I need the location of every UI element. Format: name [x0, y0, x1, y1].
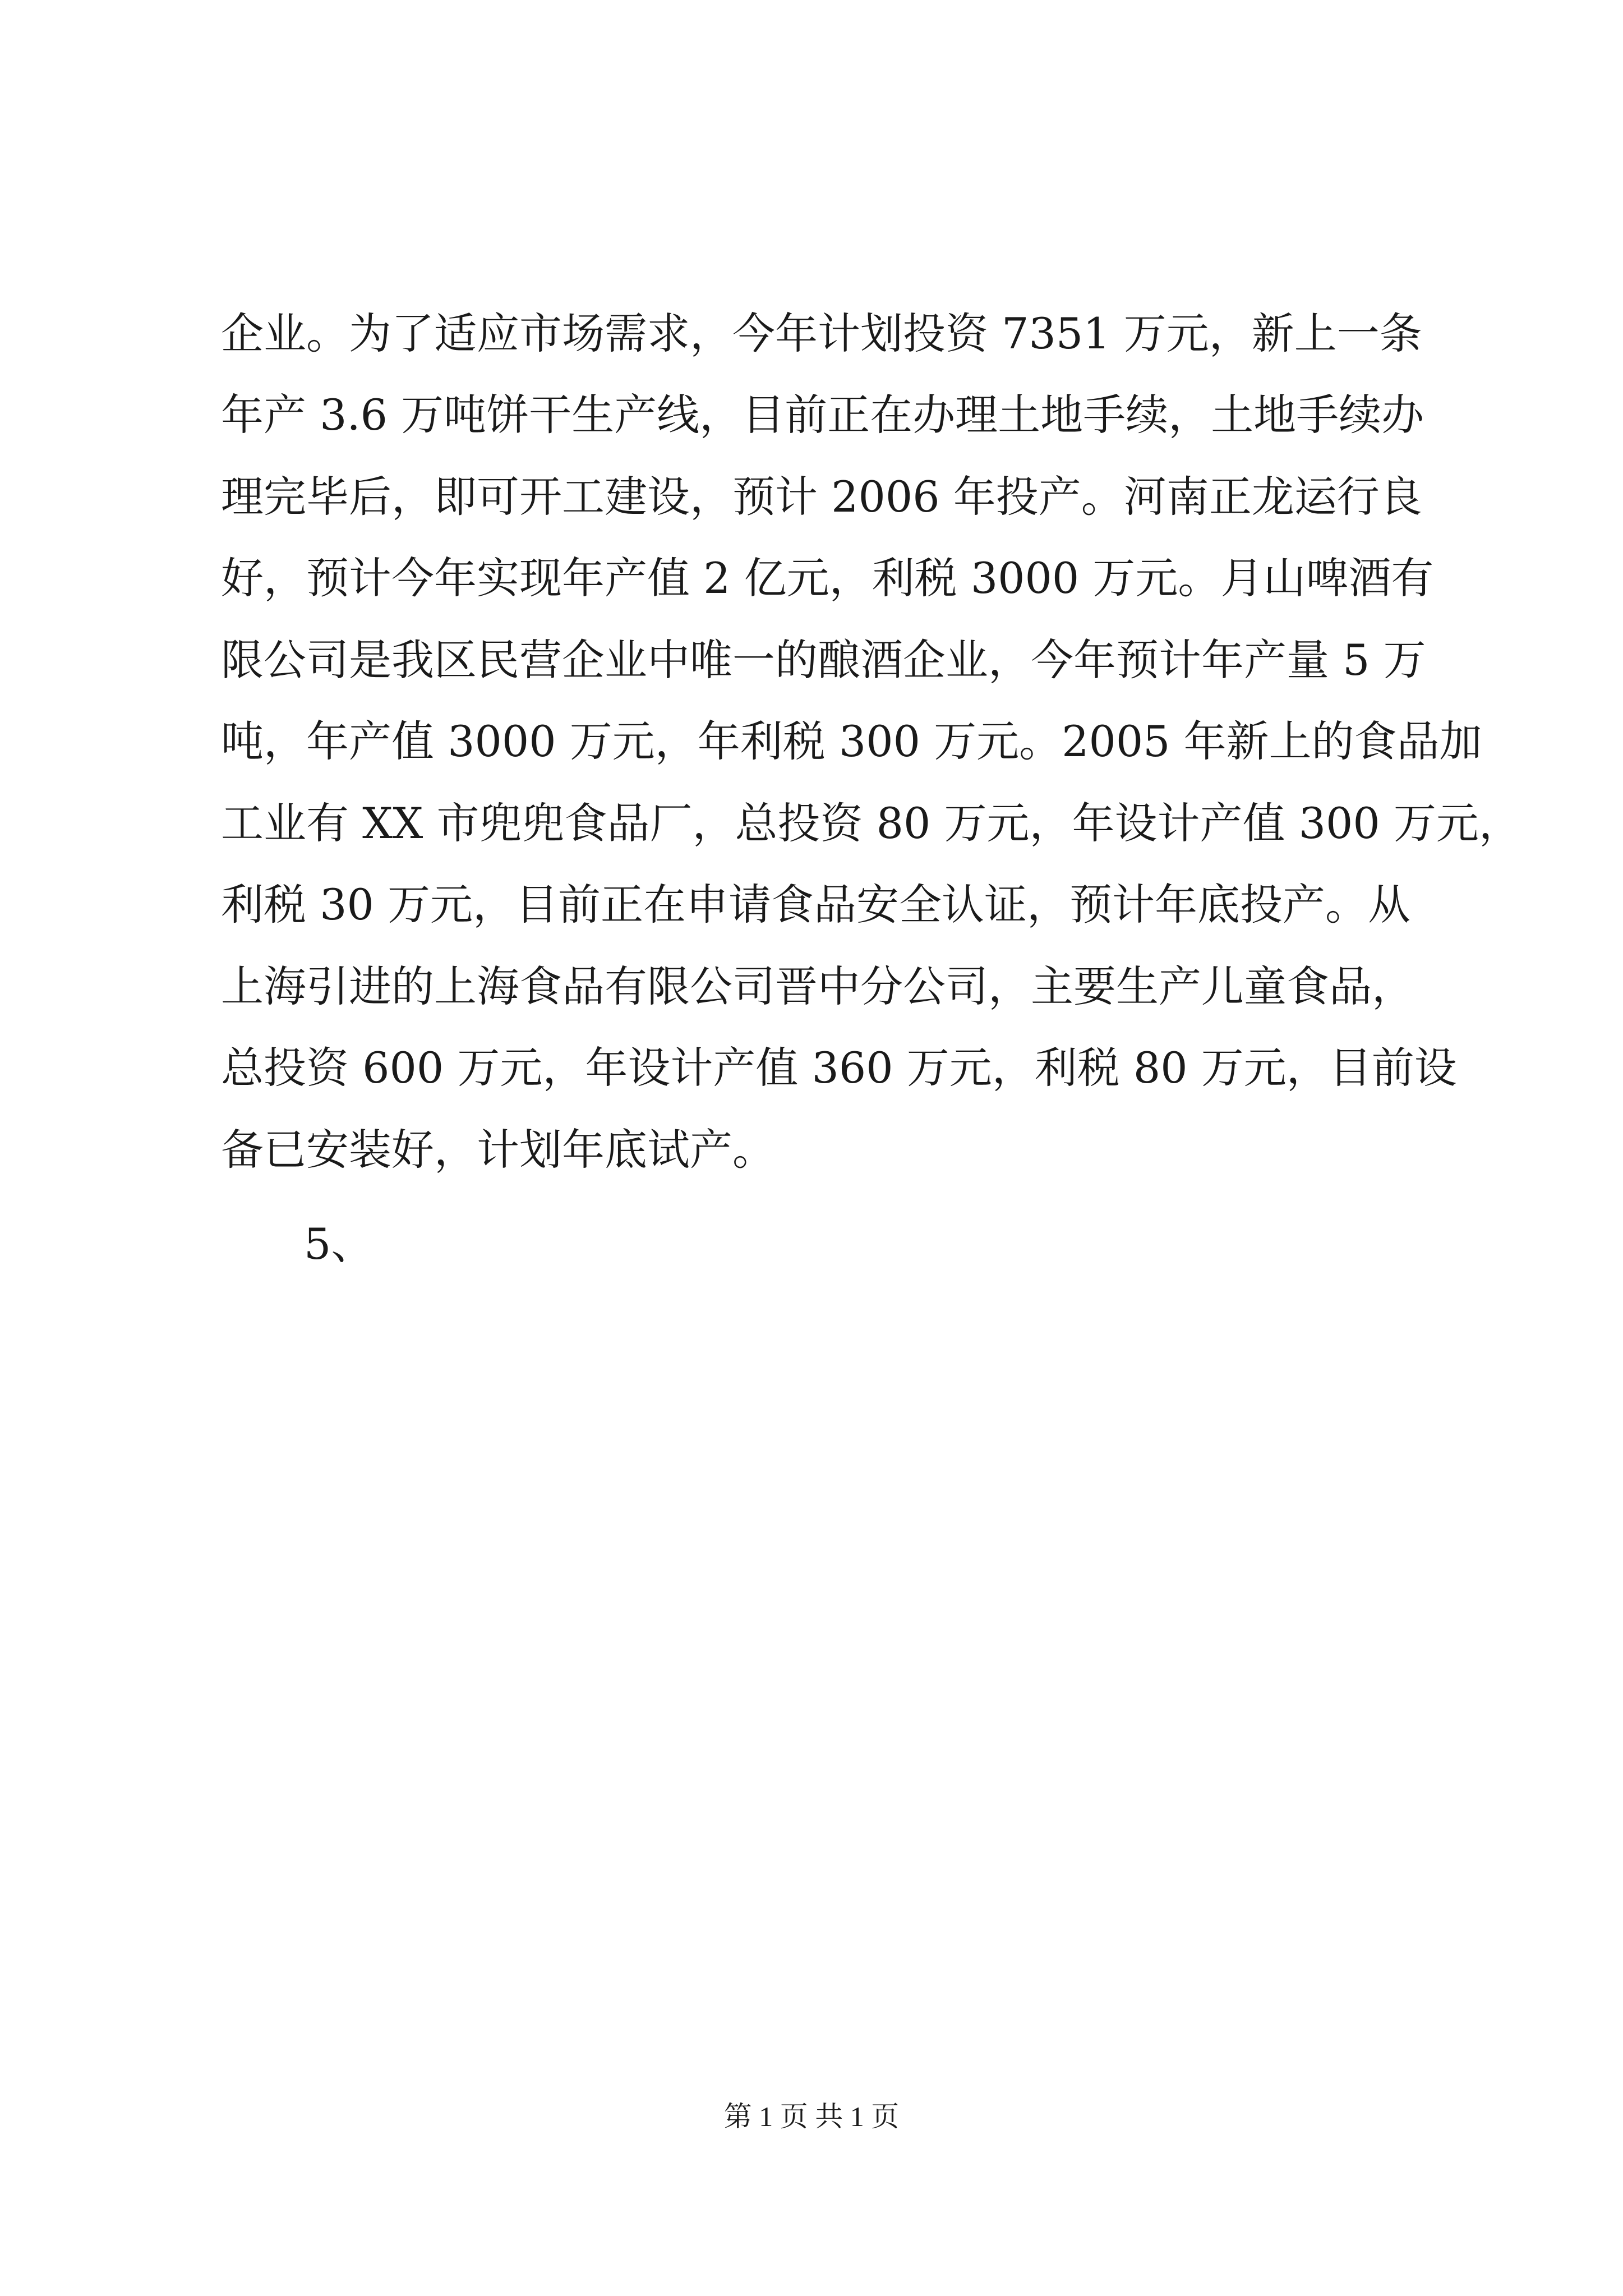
body-text-line: 工业有 XX 市兜兜食品厂，总投资 80 万元，年设计产值 300 万元，	[221, 798, 1521, 848]
body-text-line: 利税 30 万元，目前正在申请食品安全认证，预计年底投产。从	[221, 880, 1411, 930]
body-text-line: 备已安装好，计划年底试产。	[221, 1125, 775, 1175]
body-text-line: 好，预计今年实现年产值 2 亿元，利税 3000 万元。月山啤酒有	[221, 553, 1434, 603]
body-text-line: 限公司是我区民营企业中唯一的酿酒企业，今年预计年产量 5 万	[221, 635, 1426, 685]
body-text-line: 吨，年产值 3000 万元，年利税 300 万元。2005 年新上的食品加	[221, 716, 1482, 766]
body-text-line: 理完毕后，即可开工建设，预计 2006 年投产。河南正龙运行良	[221, 472, 1422, 522]
body-text-line: 上海引进的上海食品有限公司晋中分公司，主要生产儿童食品，	[221, 961, 1414, 1011]
body-text-line: 企业。为了适应市场需求，今年计划投资 7351 万元，新上一条	[221, 309, 1422, 358]
body-text-line: 年产 3.6 万吨饼干生产线，目前正在办理土地手续，土地手续办	[221, 390, 1424, 440]
body-text-line: 总投资 600 万元，年设计产值 360 万元，利税 80 万元，目前设	[221, 1043, 1457, 1093]
page-footer: 第 1 页 共 1 页	[723, 2101, 900, 2132]
list-item-number: 5、	[304, 1219, 374, 1269]
